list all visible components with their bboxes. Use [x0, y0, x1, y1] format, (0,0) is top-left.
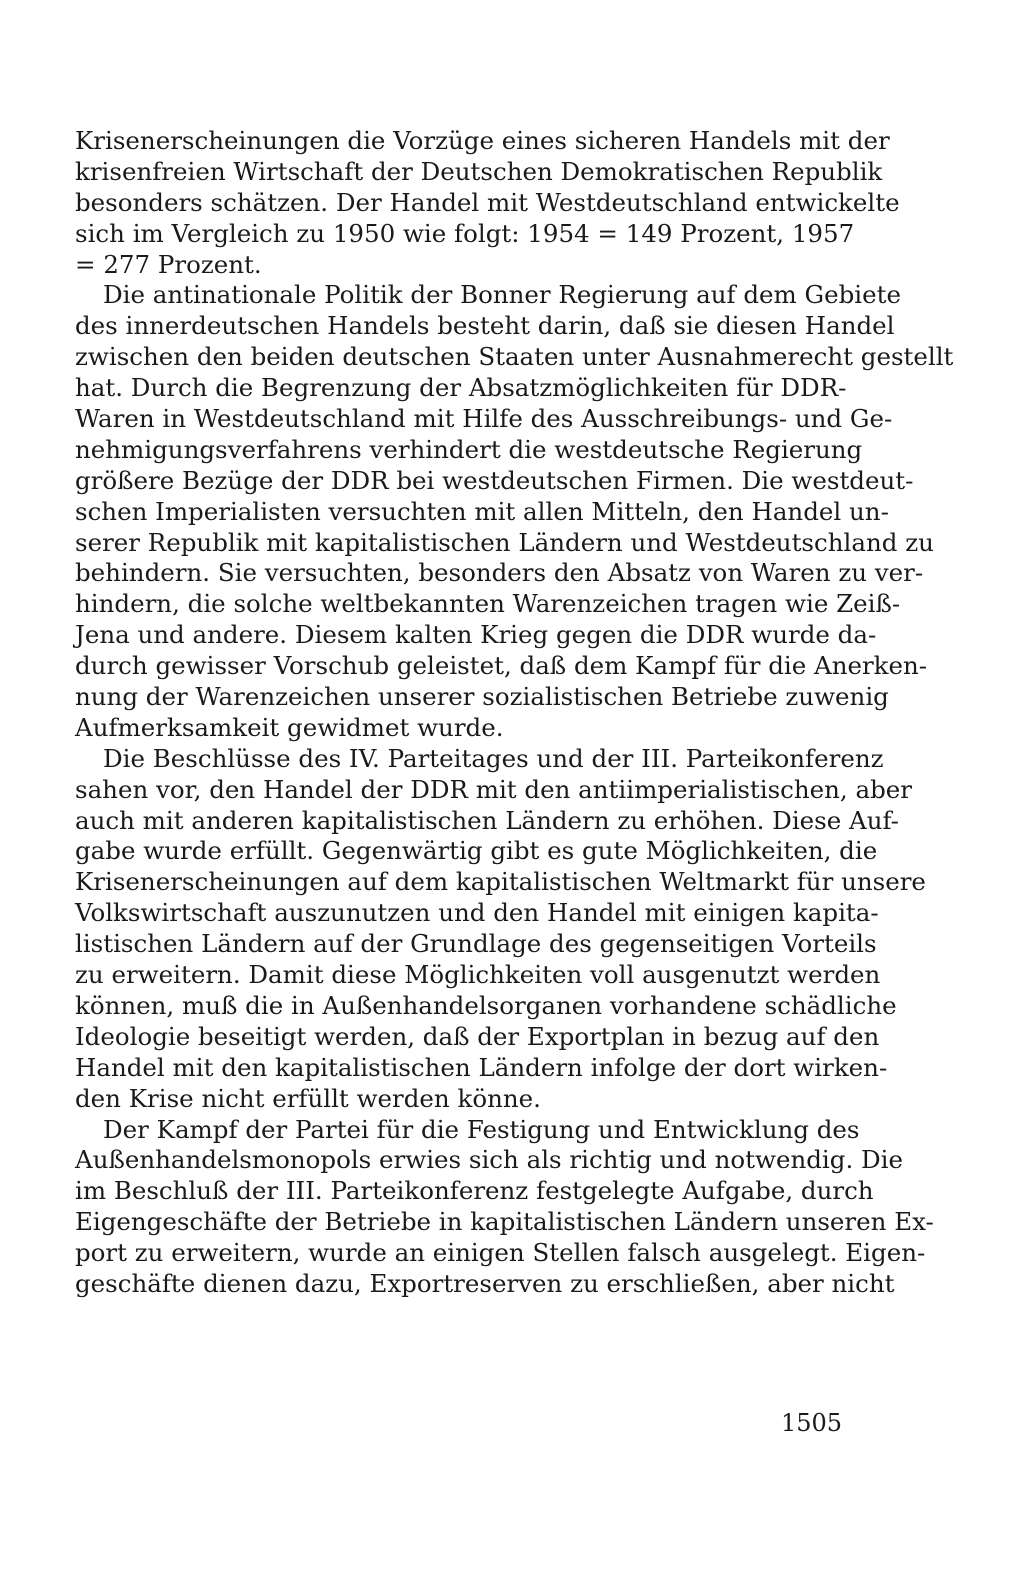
- paragraph: [75, 280, 954, 743]
- text-line: Krisenerscheinungen auf dem kapitalistischen Weltmarkt für unsere: [75, 867, 926, 897]
- text-line: krisenfreien Wirtschaft der Deutschen Demokratischen Republik: [75, 156, 883, 186]
- text-line: im Beschluß der III. Parteikonferenz festgelegte Aufgabe, durch: [75, 1176, 874, 1206]
- text-line: Volkswirtschaft auszunutzen und den Handel mit einigen kapita-: [75, 898, 879, 928]
- paragraph: [75, 743, 926, 1115]
- text-line: den Krise nicht erfüllt werden könne.: [75, 1083, 541, 1113]
- body-text: [75, 126, 954, 1300]
- text-line: Aufmerksamkeit gewidmet wurde.: [75, 712, 504, 742]
- text-line: auch mit anderen kapitalistischen Ländern zu erhöhen. Diese Auf-: [75, 805, 899, 835]
- text-line: nehmigungsverfahrens verhindert die westdeutsche Regierung: [75, 434, 863, 464]
- text-line: zwischen den beiden deutschen Staaten unter Ausnahmerecht gestellt: [75, 342, 954, 372]
- text-line: Handel mit den kapitalistischen Ländern infolge der dort wirken-: [75, 1052, 888, 1082]
- text-line: nung der Warenzeichen unserer sozialistischen Betriebe zuwenig: [75, 682, 889, 712]
- text-line: besonders schätzen. Der Handel mit Westdeutschland entwickelte: [75, 187, 900, 217]
- page-number: 1505: [781, 1409, 843, 1437]
- text-line: Außenhandelsmonopols erwies sich als richtig und notwendig. Die: [75, 1145, 903, 1175]
- paragraph: [75, 126, 900, 280]
- text-line: sahen vor, den Handel der DDR mit den antiimperialistischen, aber: [75, 774, 912, 804]
- text-line: hindern, die solche weltbekannten Warenzeichen tragen wie Zeiß-: [75, 589, 901, 619]
- text-line: Die Beschlüsse des IV. Parteitages und der III. Parteikonferenz: [103, 743, 884, 773]
- text-line: = 277 Prozent.: [75, 249, 262, 279]
- text-line: serer Republik mit kapitalistischen Ländern und Westdeutschland zu: [75, 527, 934, 557]
- text-line: durch gewisser Vorschub geleistet, daß dem Kampf für die Anerken-: [75, 651, 928, 681]
- text-line: Waren in Westdeutschland mit Hilfe des Ausschreibungs- und Ge-: [75, 404, 893, 434]
- text-line: Der Kampf der Partei für die Festigung und Entwicklung des: [103, 1114, 860, 1144]
- text-line: geschäfte dienen dazu, Exportreserven zu erschließen, aber nicht: [75, 1268, 895, 1298]
- text-line: Jena und andere. Diesem kalten Krieg gegen die DDR wurde da-: [75, 620, 877, 650]
- paragraph: [75, 1114, 934, 1300]
- text-line: Krisenerscheinungen die Vorzüge eines sicheren Handels mit der: [75, 126, 890, 155]
- text-line: Eigengeschäfte der Betriebe in kapitalistischen Ländern unseren Ex-: [75, 1207, 934, 1237]
- text-line: Ideologie beseitigt werden, daß der Exportplan in bezug auf den: [75, 1021, 880, 1051]
- text-line: größere Bezüge der DDR bei westdeutschen Firmen. Die westdeut-: [75, 465, 914, 495]
- text-line: hat. Durch die Begrenzung der Absatzmöglichkeiten für DDR-: [75, 373, 847, 403]
- text-line: können, muß die in Außenhandelsorganen vorhandene schädliche: [75, 990, 897, 1020]
- text-line: gabe wurde erfüllt. Gegenwärtig gibt es gute Möglichkeiten, die: [75, 836, 878, 866]
- text-line: Die antinationale Politik der Bonner Regierung auf dem Gebiete: [103, 280, 901, 310]
- text-line: schen Imperialisten versuchten mit allen Mitteln, den Handel un-: [75, 496, 889, 526]
- text-line: listischen Ländern auf der Grundlage des gegenseitigen Vorteils: [75, 929, 877, 959]
- text-line: port zu erweitern, wurde an einigen Stellen falsch ausgelegt. Eigen-: [75, 1238, 926, 1268]
- text-line: behindern. Sie versuchten, besonders den Absatz von Waren zu ver-: [75, 558, 924, 588]
- text-line: zu erweitern. Damit diese Möglichkeiten voll ausgenutzt werden: [75, 960, 881, 990]
- text-line: sich im Vergleich zu 1950 wie folgt: 1954 = 149 Prozent, 1957: [75, 218, 855, 248]
- text-line: des innerdeutschen Handels besteht darin, daß sie diesen Handel: [75, 311, 895, 341]
